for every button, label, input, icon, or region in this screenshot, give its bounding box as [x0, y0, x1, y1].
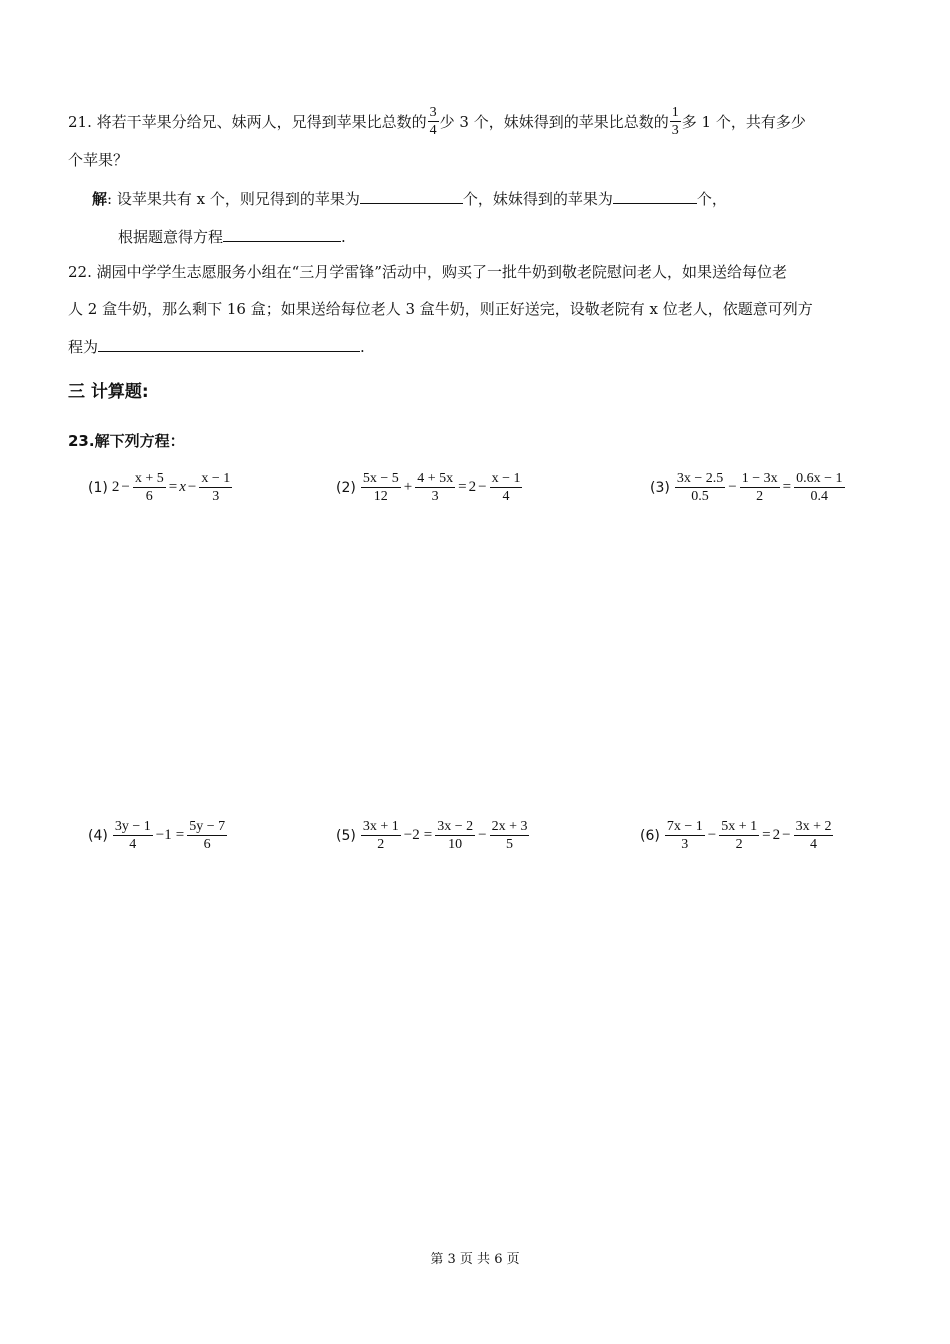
eq4-fraction-1: $\frac{3y - 1}{4}$ — [114, 819, 151, 852]
section-3-title: 三 计算题: — [68, 382, 149, 402]
equation-2: (2) $\frac{5x - 5}{12}$ + $\frac{4 + 5x}{3}$ = 2 − $\frac{x - 1}{4}$ — [336, 471, 521, 504]
eq3-fraction-2: $\frac{1 - 3x}{2}$ — [741, 471, 778, 504]
eq3-fraction-1: $\frac{3x - 2.5}{0.5}$ — [676, 471, 724, 504]
eq6-fraction-1: $\frac{7x - 1}{3}$ — [666, 819, 703, 852]
eq5-fraction-1: $\frac{3x + 1}{2}$ — [362, 819, 399, 852]
eq5-fraction-3: $\frac{2x + 3}{5}$ — [491, 819, 528, 852]
eq6-fraction-2: $\frac{5x + 1}{2}$ — [721, 819, 758, 852]
eq2-fraction-1: $\frac{5x - 5}{12}$ — [362, 471, 399, 504]
eq6-fraction-3: $\frac{3x + 2}{4}$ — [795, 819, 832, 852]
eq2-fraction-2: $\frac{4 + 5x}{3}$ — [417, 471, 454, 504]
q21-solution-line2: 根据题意得方程 . — [118, 228, 346, 246]
q21-text-part1: 21. 将若干苹果分给兄、妹两人，兄得到苹果比总数的 — [68, 112, 427, 131]
q21-text-part2: 少 3 个，妹妹得到的苹果比总数的 — [439, 112, 669, 131]
equation-5: (5) $\frac{3x + 1}{2}$ −2 = $\frac{3x - 2}{10}$ − $\frac{2x + 3}{5}$ — [336, 819, 528, 852]
q21-fraction-three-quarters: $\frac{3}{4}$ — [429, 105, 437, 138]
equation-3: (3) $\frac{3x - 2.5}{0.5}$ − $\frac{1 - 3x}{2}$ = $\frac{0.6x - 1}{0.4}$ — [650, 471, 843, 504]
q21-solution-label: 解 — [92, 190, 108, 208]
page-footer: 第 3 页 共 6 页 — [430, 1252, 520, 1267]
q21-solution-line1: 解: 设苹果共有 x 个，则兄得到的苹果为 个，妹妹得到的苹果为 个， — [92, 190, 727, 208]
q21-blank-equation[interactable] — [223, 226, 341, 242]
q21-text-part3: 多 1 个，共有多少 — [681, 112, 806, 131]
q21-blank-sister[interactable] — [613, 188, 697, 204]
equation-6: (6) $\frac{7x - 1}{3}$ − $\frac{5x + 1}{2}$ = 2 − $\frac{3x + 2}{4}$ — [640, 819, 832, 852]
q22-line3: 程为 . — [68, 338, 365, 356]
eq5-fraction-2: $\frac{3x - 2}{10}$ — [437, 819, 474, 852]
q22-blank-equation[interactable] — [98, 336, 360, 352]
eq4-fraction-2: $\frac{5y - 7}{6}$ — [189, 819, 226, 852]
eq2-fraction-3: $\frac{x - 1}{4}$ — [491, 471, 521, 504]
q22-line1: 22. 湖园中学学生志愿服务小组在“三月学雷锋”活动中，购买了一批牛奶到敬老院慰问老人，如果送给每位老 — [68, 263, 787, 281]
q22-line2: 人 2 盒牛奶，那么剩下 16 盒；如果送给每位老人 3 盒牛奶，则正好送完，设敬老院有 x 位老人，依题意可列方 — [68, 300, 813, 318]
q21-line1 — [68, 104, 806, 139]
q21-line2: 个苹果？ — [68, 151, 129, 169]
q23-title: 23.解下列方程： — [68, 432, 185, 450]
q21-blank-brother[interactable] — [360, 188, 463, 204]
equation-4: (4) $\frac{3y - 1}{4}$ −1 = $\frac{5y - 7}{6}$ — [88, 819, 226, 852]
eq1-fraction-1: $\frac{x + 5}{6}$ — [134, 471, 164, 504]
eq1-fraction-2: $\frac{x - 1}{3}$ — [201, 471, 231, 504]
eq3-fraction-3: $\frac{0.6x - 1}{0.4}$ — [796, 471, 843, 504]
q21-fraction-one-third: $\frac{1}{3}$ — [671, 105, 679, 138]
equation-1: (1) 2 − $\frac{x + 5}{6}$ = x − $\frac{x - 1}{3}$ — [88, 471, 231, 504]
